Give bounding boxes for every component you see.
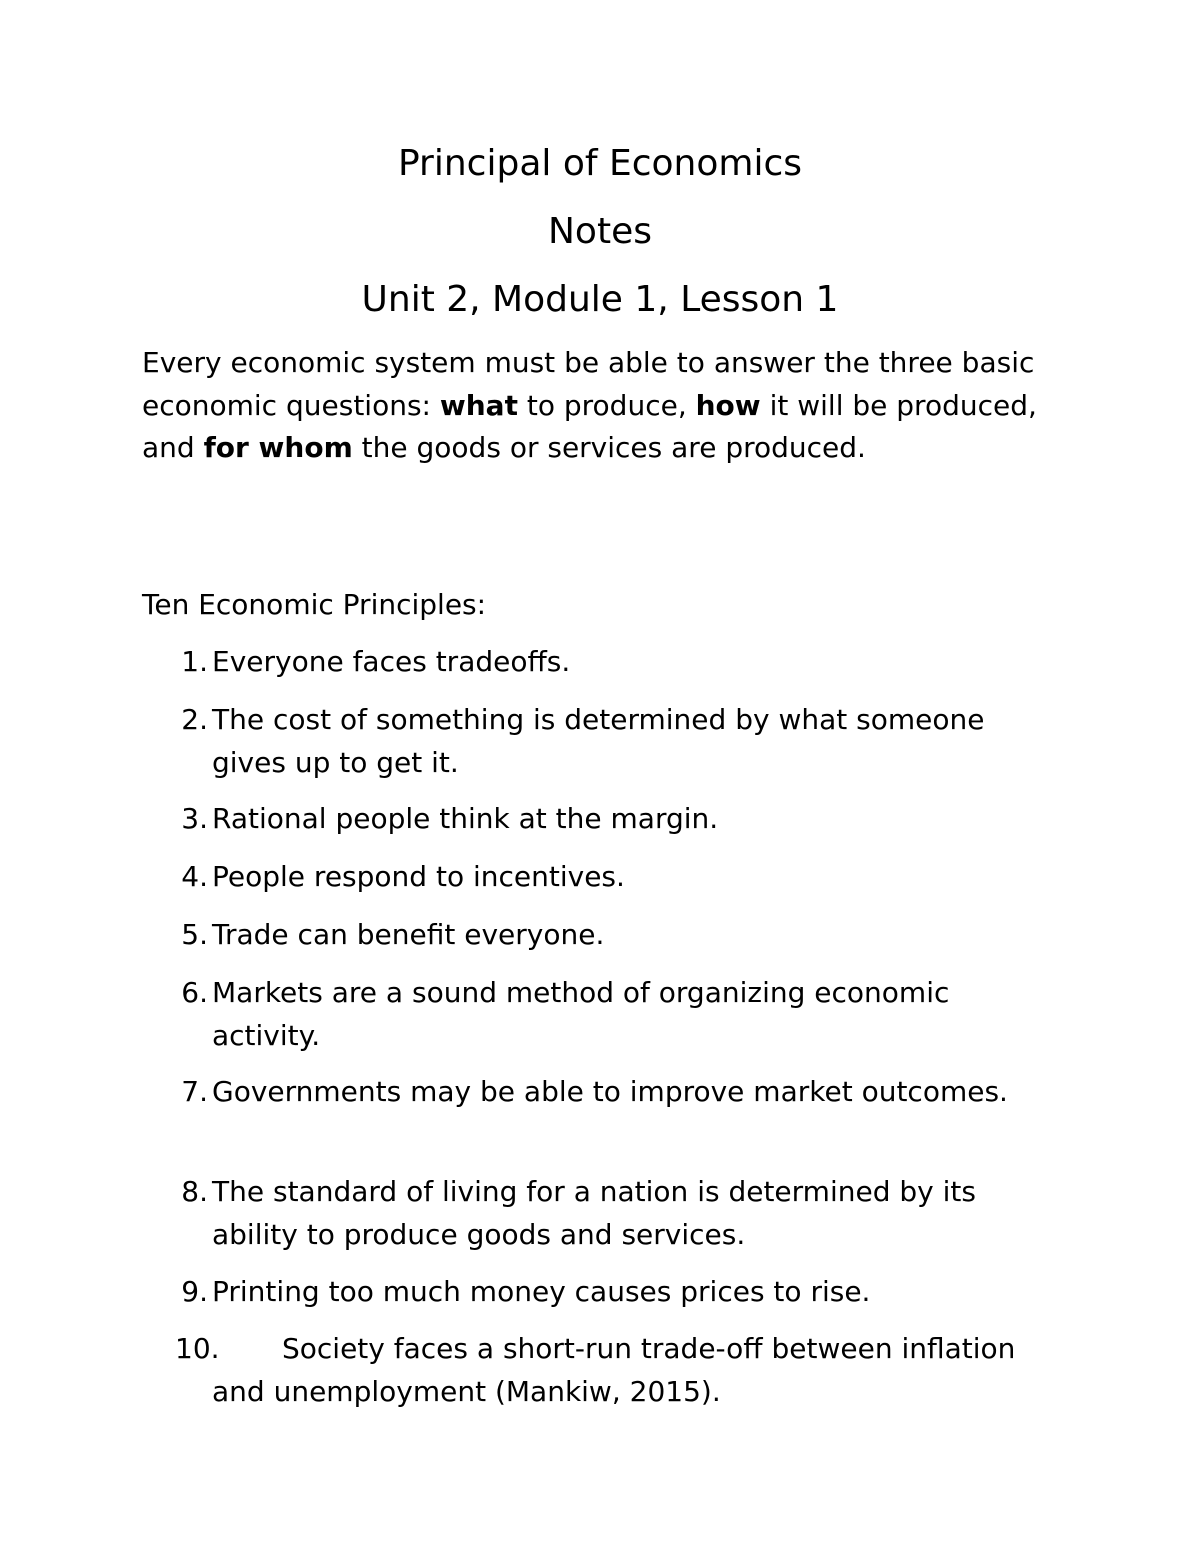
lesson-heading: Unit 2, Module 1, Lesson 1: [361, 279, 839, 320]
list-item-text: Society faces a short-run trade-off between inflation and unemployment (Mankiw, 2015).: [212, 1332, 1016, 1408]
principles-heading: Ten Economic Principles:: [142, 588, 487, 621]
intro-text-4: the goods or services are produced.: [352, 431, 866, 464]
list-item: [142, 699, 1052, 784]
list-item-text: Governments may be able to improve market outcomes.: [212, 1075, 1008, 1108]
list-item-text: Trade can benefit everyone.: [212, 918, 605, 951]
list-item-number: 8.: [181, 1175, 208, 1208]
list-item-text: The standard of living for a nation is determined by its ability to produce goods and services.: [212, 1175, 976, 1251]
list-item: [142, 798, 1052, 841]
list-item-text: Rational people think at the margin.: [212, 802, 719, 835]
list-item-number: 7.: [181, 1075, 208, 1108]
list-item: [142, 914, 1052, 957]
list-item: [142, 1328, 1052, 1413]
list-item-text: People respond to incentives.: [212, 860, 625, 893]
list-item-text: Everyone faces tradeoffs.: [212, 645, 571, 678]
list-item: [142, 972, 1052, 1057]
list-item-text: Printing too much money causes prices to rise.: [212, 1275, 871, 1308]
document-title: Principal of Economics: [397, 143, 802, 184]
intro-bold-what: what: [439, 388, 518, 422]
list-item-number: 2.: [181, 703, 208, 736]
intro-text-2: to produce,: [517, 388, 696, 422]
intro-bold-for-whom: for whom: [203, 431, 353, 464]
list-item-number: 10.: [175, 1332, 220, 1365]
intro-bold-how: how: [695, 388, 761, 422]
list-item: [142, 1171, 1052, 1256]
list-item-number: 6.: [181, 976, 208, 1009]
list-item-text: The cost of something is determined by what someone gives up to get it.: [212, 703, 985, 779]
list-item-number: 9.: [181, 1275, 208, 1308]
list-item: [142, 856, 1052, 899]
intro-paragraph: [142, 342, 1072, 470]
list-item: [142, 641, 1052, 684]
list-item-number: 4.: [181, 860, 208, 893]
list-item-text: Markets are a sound method of organizing economic activity.: [212, 976, 950, 1052]
intro-text-3: it will be produced, and: [142, 388, 1037, 464]
list-item-number: 5.: [181, 918, 208, 951]
list-item: [142, 1271, 1052, 1314]
list-item: [142, 1071, 1052, 1114]
intro-text-1: Every economic system must be able to answer the three basic economic questions:: [142, 346, 1035, 422]
list-item-number: 3.: [181, 802, 208, 835]
list-item-number: 1.: [181, 645, 208, 678]
document-subtitle: Notes: [548, 211, 652, 252]
